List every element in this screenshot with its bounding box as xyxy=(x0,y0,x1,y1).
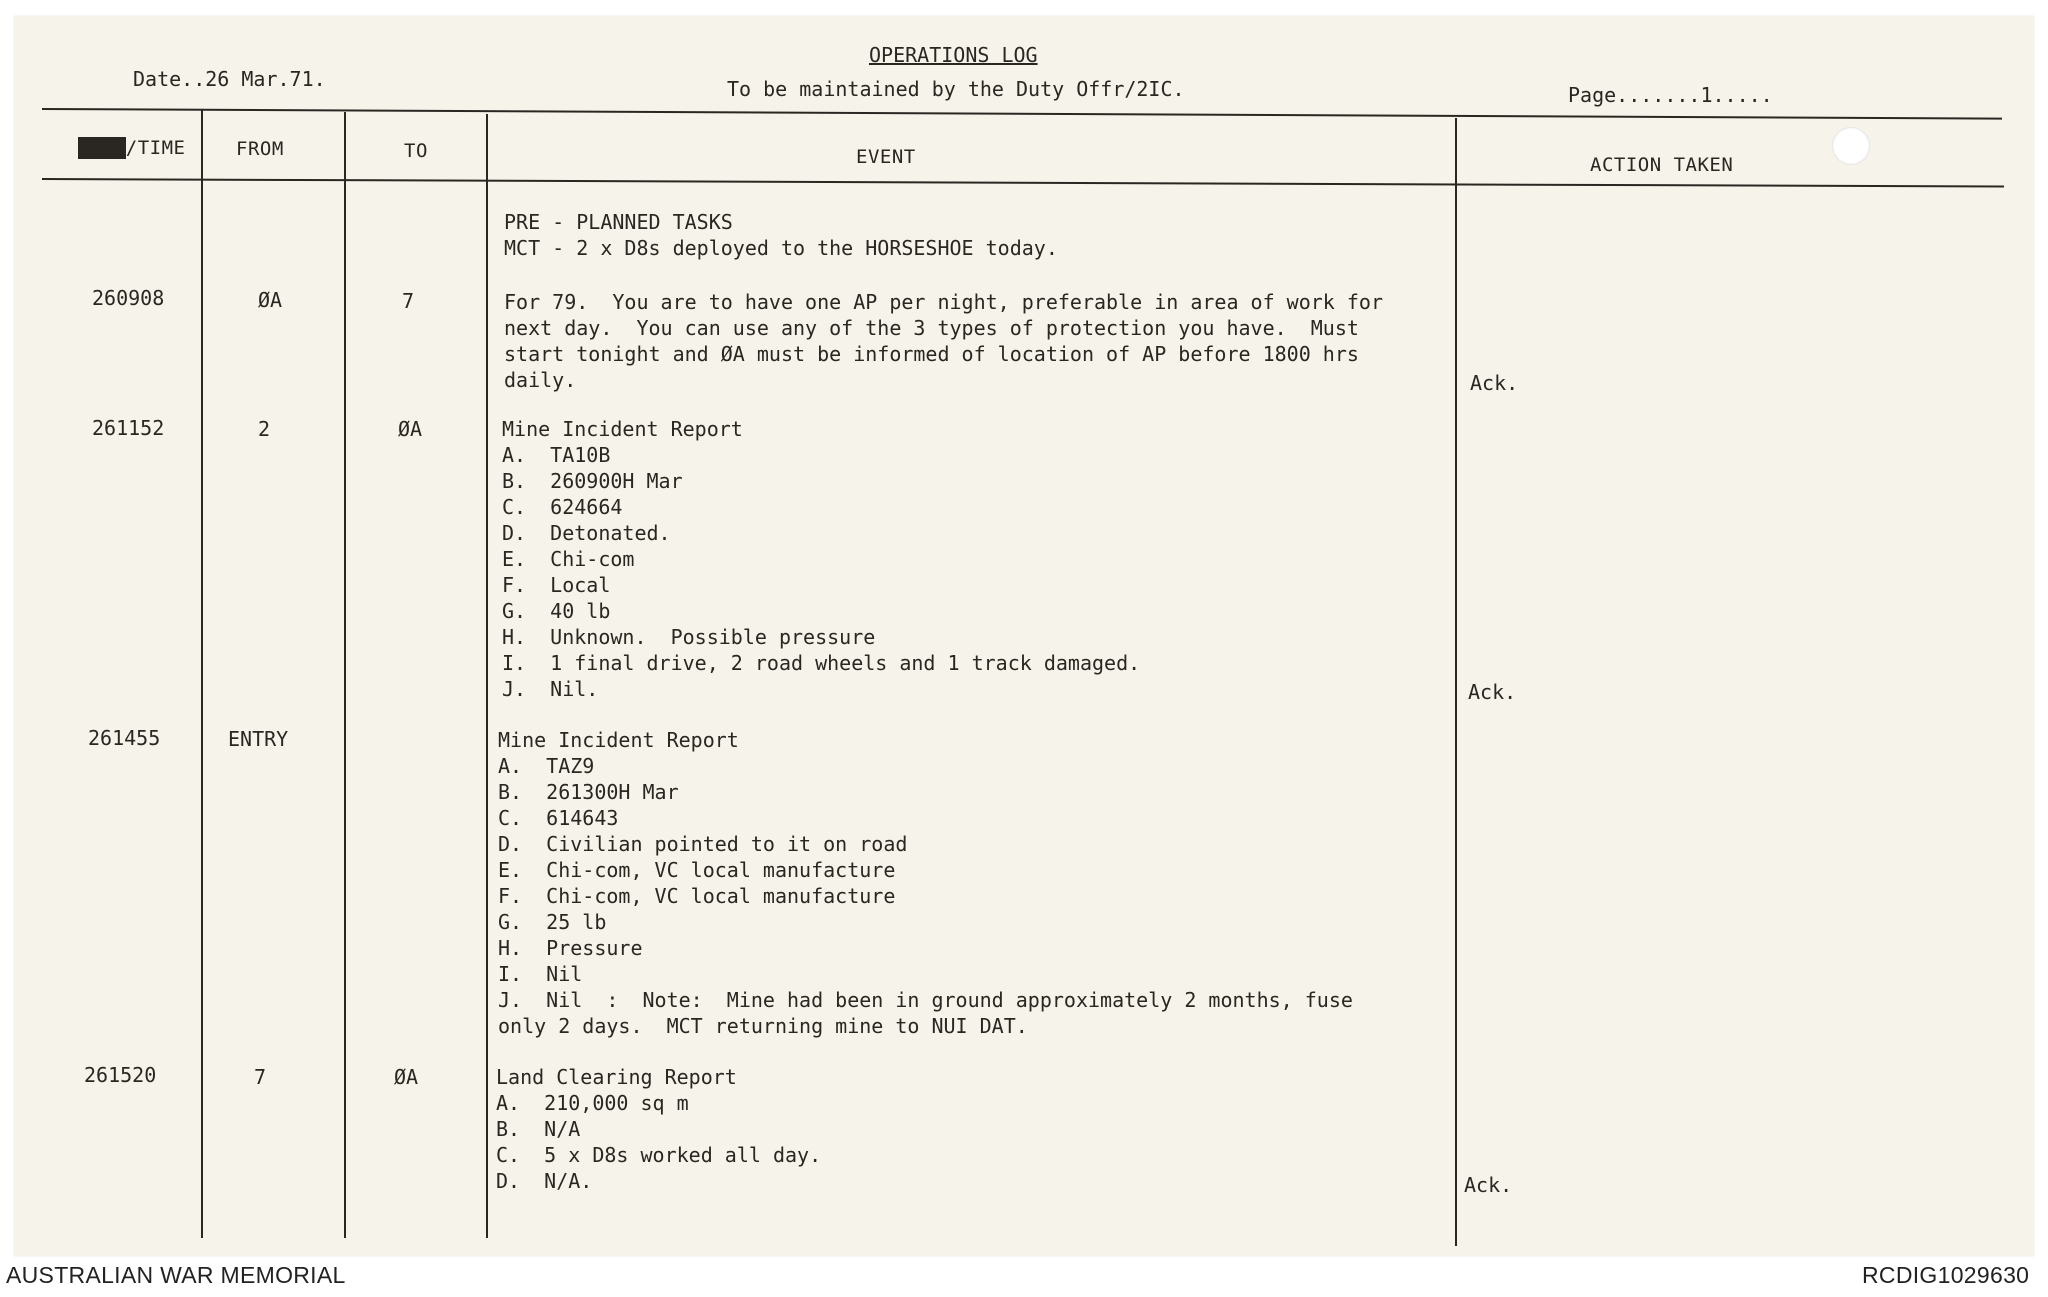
event-line: I. Nil xyxy=(498,962,583,986)
punch-hole xyxy=(1832,127,1870,165)
event-line: C. 5 x D8s worked all day. xyxy=(496,1143,822,1167)
entry-action: Ack. xyxy=(1468,680,1517,704)
event-line: D. N/A. xyxy=(496,1169,593,1193)
event-line: G. 40 lb xyxy=(502,599,611,623)
event-line: A. 210,000 sq m xyxy=(496,1091,689,1115)
event-line: H. Pressure xyxy=(498,936,643,960)
event-line: Land Clearing Report xyxy=(496,1065,737,1089)
event-line: daily. xyxy=(504,368,577,392)
event-line: C. 614643 xyxy=(498,806,619,830)
event-line: I. 1 final drive, 2 road wheels and 1 track damaged. xyxy=(502,651,1141,675)
col-rule-1 xyxy=(201,110,203,1238)
event-line: PRE - PLANNED TASKS xyxy=(504,210,733,234)
page-subtitle: To be maintained by the Duty Offr/2IC. xyxy=(727,77,1185,101)
event-line: A. TA10B xyxy=(502,443,611,467)
entry-time: 261455 xyxy=(88,726,161,750)
archive-id: RCDIG1029630 xyxy=(1862,1262,2030,1288)
entry-to: ØA xyxy=(398,417,423,441)
entry-from: 7 xyxy=(254,1065,267,1089)
event-line: start tonight and ØA must be informed of location of AP before 1800 hrs xyxy=(504,342,1359,366)
event-line: J. Nil : Note: Mine had been in ground approximately 2 months, fuse xyxy=(498,988,1353,1012)
event-line: Mine Incident Report xyxy=(502,417,743,441)
col-header-datetime: /TIME xyxy=(78,135,185,161)
entry-time: 261152 xyxy=(92,416,165,440)
col-rule-4 xyxy=(1455,118,1457,1246)
page-number: Page.......1..... xyxy=(1568,83,1773,107)
log-entry-event xyxy=(502,416,1140,702)
entry-time: 260908 xyxy=(92,286,165,310)
event-line: A. TAZ9 xyxy=(498,754,595,778)
event-line: F. Local xyxy=(502,573,611,597)
event-line: Mine Incident Report xyxy=(498,728,739,752)
event-line: D. Civilian pointed to it on road xyxy=(498,832,908,856)
log-entry-event xyxy=(498,727,1353,1039)
event-line: For 79. You are to have one AP per night, preferable in area of work for xyxy=(504,290,1383,314)
event-line: B. N/A xyxy=(496,1117,581,1141)
event-line: C. 624664 xyxy=(502,495,623,519)
entry-to: 7 xyxy=(402,289,415,313)
page-title: OPERATIONS LOG xyxy=(869,43,1038,67)
event-line: B. 261300H Mar xyxy=(498,780,679,804)
redacted-mark xyxy=(78,137,126,159)
entry-action: Ack. xyxy=(1464,1173,1513,1197)
event-line: E. Chi-com, VC local manufacture xyxy=(498,858,896,882)
event-line: G. 25 lb xyxy=(498,910,607,934)
event-line: J. Nil. xyxy=(502,677,599,701)
archive-credit: AUSTRALIAN WAR MEMORIAL xyxy=(6,1262,346,1288)
log-entry-event xyxy=(496,1064,821,1194)
col-header-action: ACTION TAKEN xyxy=(1590,154,1734,176)
entry-time: 261520 xyxy=(84,1063,157,1087)
entry-to: ØA xyxy=(394,1065,419,1089)
entry-from: ENTRY xyxy=(228,727,289,751)
event-line: E. Chi-com xyxy=(502,547,635,571)
event-line: D. Detonated. xyxy=(502,521,671,545)
col-header-event: EVENT xyxy=(856,146,916,168)
event-line: only 2 days. MCT returning mine to NUI DAT. xyxy=(498,1014,1028,1038)
col-header-from: FROM xyxy=(236,138,284,160)
log-entry-preplanned xyxy=(504,209,1058,261)
event-line: B. 260900H Mar xyxy=(502,469,683,493)
event-line: F. Chi-com, VC local manufacture xyxy=(498,884,896,908)
col-rule-2 xyxy=(344,112,346,1238)
entry-from: 2 xyxy=(258,417,271,441)
event-line: H. Unknown. Possible pressure xyxy=(502,625,876,649)
entry-from: ØA xyxy=(258,288,283,312)
entry-action: Ack. xyxy=(1470,371,1519,395)
log-date: Date..26 Mar.71. xyxy=(133,67,326,91)
col-header-to: TO xyxy=(404,140,428,162)
event-line: MCT - 2 x D8s deployed to the HORSESHOE today. xyxy=(504,236,1058,260)
log-entry-event xyxy=(504,289,1383,393)
col-rule-3 xyxy=(486,114,488,1238)
event-line: next day. You can use any of the 3 types of protection you have. Must xyxy=(504,316,1359,340)
